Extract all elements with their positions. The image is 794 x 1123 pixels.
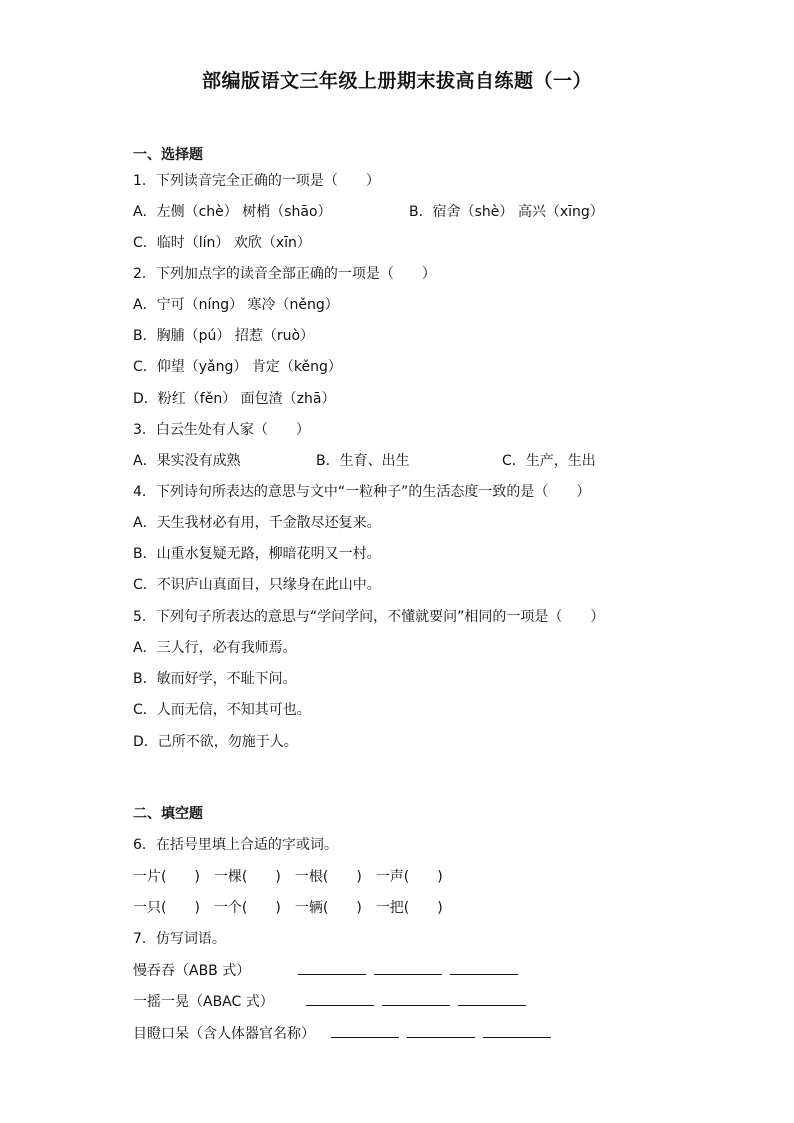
answer-blank[interactable]: [382, 993, 450, 1006]
answer-blank[interactable]: [458, 993, 526, 1006]
question-1-option-a: A．左侧（chè） 树梢（shāo）: [133, 204, 332, 220]
question-3-stem: 3．白云生处有人家（ ）: [133, 422, 310, 438]
page-title: 部编版语文三年级上册期末拔高自练题（一）: [201, 70, 592, 92]
question-2-option-d: D．粉红（fěn） 面包渣（zhā）: [133, 391, 336, 407]
question-2-option-a: A．宁可（níng） 寒冷（něng）: [133, 297, 339, 313]
question-7-item-2-label: 一摇一晃（ABAC 式）: [133, 994, 274, 1010]
question-6-row-2: [133, 899, 457, 917]
fill-blank-item[interactable]: 一片( ): [133, 869, 200, 885]
question-7-item-3-blanks: [331, 1025, 559, 1043]
question-5-option-b: B．敏而好学，不耻下问。: [133, 671, 297, 687]
question-1-option-c: C．临时（lín） 欢欣（xīn）: [133, 235, 311, 251]
answer-blank[interactable]: [298, 962, 366, 975]
question-3-option-a: A．果实没有成熟: [133, 453, 241, 469]
fill-blank-item[interactable]: 一棵( ): [213, 869, 281, 885]
answer-blank[interactable]: [483, 1025, 551, 1038]
fill-blank-item[interactable]: 一根( ): [294, 869, 362, 885]
answer-blank[interactable]: [450, 962, 518, 975]
answer-blank[interactable]: [331, 1025, 399, 1038]
fill-blank-item[interactable]: 一个( ): [213, 900, 281, 916]
fill-blank-item[interactable]: 一辆( ): [294, 900, 362, 916]
question-2-stem: 2．下列加点字的读音全部正确的一项是（ ）: [133, 266, 436, 282]
question-1-stem: 1．下列读音完全正确的一项是（ ）: [133, 173, 380, 189]
section-heading-fill: 二、填空题: [133, 806, 203, 822]
question-2-option-b: B．胸脯（pú） 招惹（ruò）: [133, 328, 315, 344]
question-7-item-3-label: 目瞪口呆（含人体器官名称）: [133, 1026, 315, 1042]
question-4-stem: 4．下列诗句所表达的意思与文中“一粒种子”的生活态度一致的是（ ）: [133, 484, 591, 500]
question-4-option-b: B．山重水复疑无路，柳暗花明又一村。: [133, 546, 381, 562]
answer-blank[interactable]: [306, 993, 374, 1006]
answer-blank[interactable]: [374, 962, 442, 975]
question-7-item-1-blanks: [298, 962, 526, 980]
fill-blank-item[interactable]: 一声( ): [375, 869, 443, 885]
question-5-option-a: A．三人行，必有我师焉。: [133, 640, 297, 656]
question-5-stem: 5．下列句子所表达的意思与“学问学问，不懂就要问”相同的一项是（ ）: [133, 609, 605, 625]
fill-blank-item[interactable]: 一只( ): [133, 900, 200, 916]
question-1-option-b: B．宿舍（shè） 高兴（xīng）: [409, 204, 604, 220]
question-7-item-1-label: 慢吞吞（ABB 式）: [133, 963, 251, 979]
question-4-option-a: A．天生我材必有用，千金散尽还复来。: [133, 515, 381, 531]
question-3-option-b: B．生育、出生: [316, 453, 410, 469]
question-6-row-1: [133, 868, 457, 886]
question-3-option-c: C．生产，生出: [502, 453, 596, 469]
answer-blank[interactable]: [407, 1025, 475, 1038]
fill-blank-item[interactable]: 一把( ): [375, 900, 443, 916]
question-4-option-c: C．不识庐山真面目，只缘身在此山中。: [133, 577, 381, 593]
question-2-option-c: C．仰望（yǎng） 肯定（kěng）: [133, 359, 342, 375]
question-7-item-2-blanks: [306, 993, 534, 1011]
question-7-stem: 7．仿写词语。: [133, 931, 226, 947]
question-5-option-c: C．人而无信，不知其可也。: [133, 702, 311, 718]
section-heading-choice: 一、选择题: [133, 147, 203, 163]
question-5-option-d: D．己所不欲，勿施于人。: [133, 734, 298, 750]
question-6-stem: 6．在括号里填上合适的字或词。: [133, 837, 338, 853]
